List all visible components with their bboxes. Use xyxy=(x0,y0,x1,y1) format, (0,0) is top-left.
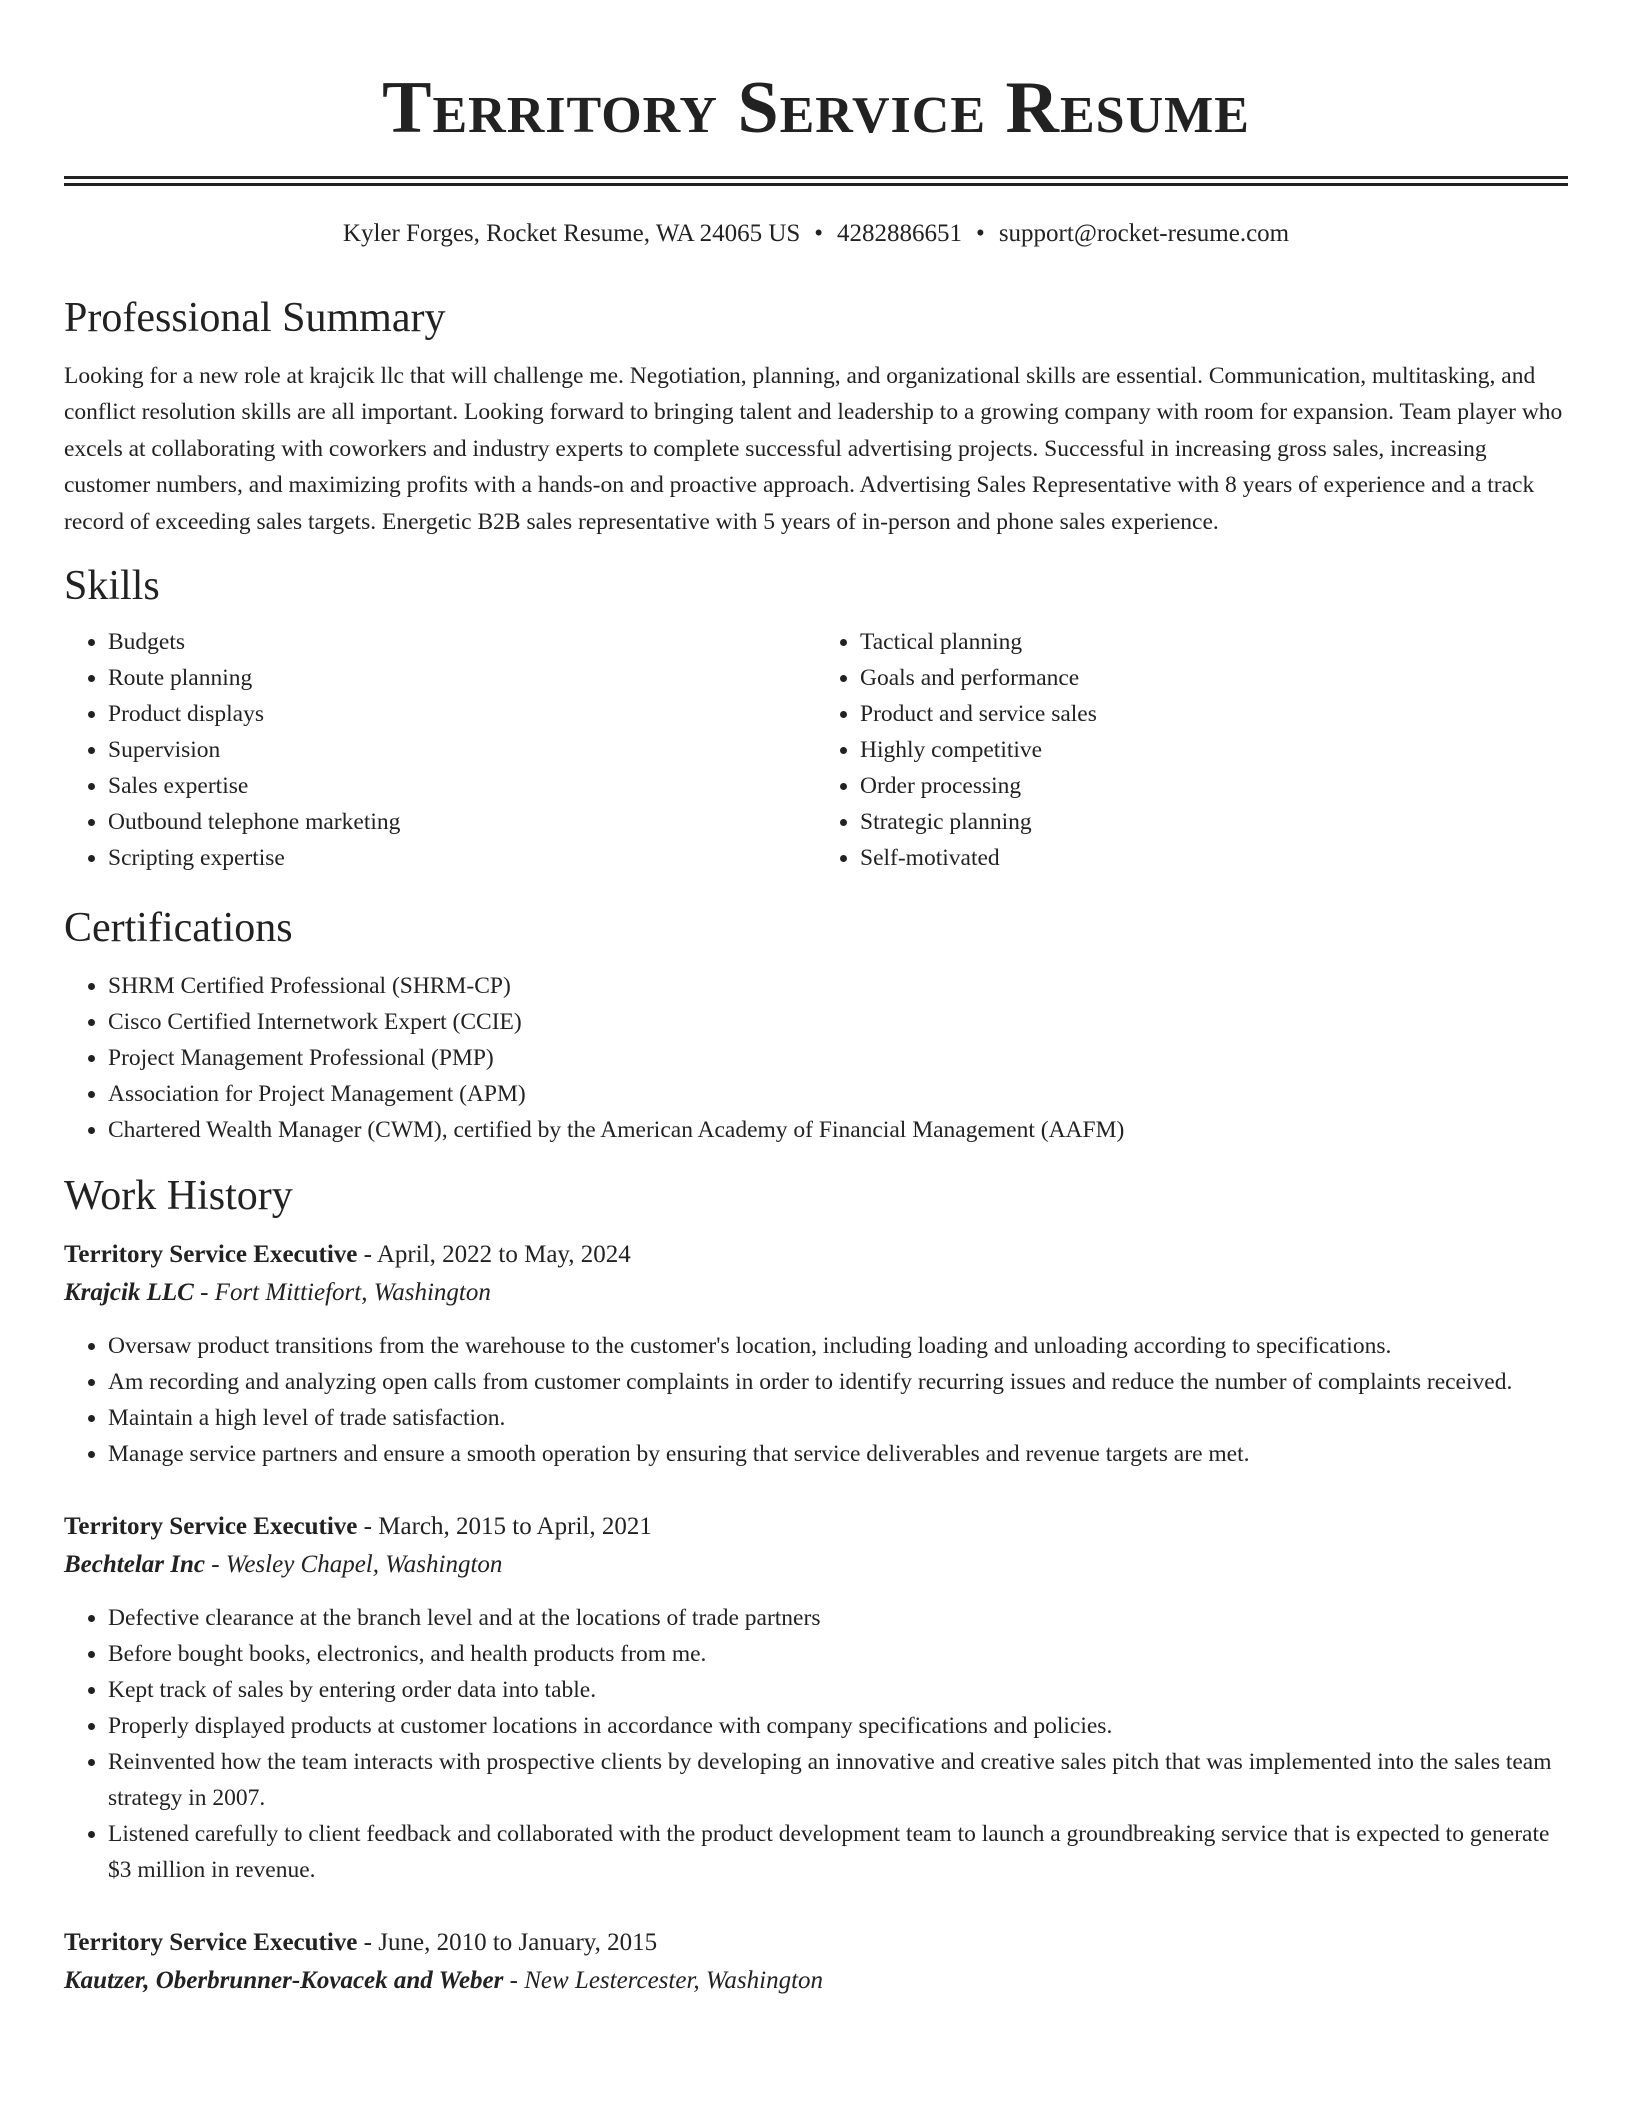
certifications-section xyxy=(64,902,1568,1148)
skill-item: • Goals and performance xyxy=(860,660,1568,696)
skills-column-right xyxy=(816,624,1568,876)
work-history-section xyxy=(64,1170,1568,2000)
certification-item: • Project Management Professional (PMP) xyxy=(108,1040,1568,1076)
company-location: - New Lestercester, Washington xyxy=(503,1967,824,1995)
certification-item: • SHRM Certified Professional (SHRM-CP) xyxy=(108,968,1568,1004)
company-name: Bechtelar Inc xyxy=(64,1551,205,1579)
duty-item: • Before bought books, electronics, and health products from me. xyxy=(108,1636,1568,1672)
summary-section xyxy=(64,292,1568,540)
summary-heading: Professional Summary xyxy=(64,295,446,341)
job-header xyxy=(64,1236,1568,1274)
skill-item: • Sales expertise xyxy=(108,768,816,804)
company-name: Krajcik LLC xyxy=(64,1279,194,1307)
duty-item: • Kept track of sales by entering order data into table. xyxy=(108,1672,1568,1708)
skill-item: • Supervision xyxy=(108,732,816,768)
skills-column-left xyxy=(64,624,816,876)
duty-item: • Reinvented how the team interacts with prospective clients by developing an innovative and creative sales pitch that was implemented into the sales team strategy in 2007. xyxy=(108,1744,1568,1816)
job-header xyxy=(64,1508,1568,1546)
contact-address: Kyler Forges, Rocket Resume, WA 24065 US xyxy=(342,220,801,247)
skill-item: • Highly competitive xyxy=(860,732,1568,768)
skill-item: • Scripting expertise xyxy=(108,840,816,876)
job-entry xyxy=(64,1924,1568,2000)
skill-item: • Self-motivated xyxy=(860,840,1568,876)
job-title: Territory Service Executive xyxy=(64,1513,358,1541)
job-header xyxy=(64,1924,1568,1962)
contact-separator: • xyxy=(976,220,985,247)
skill-item: • Product displays xyxy=(108,696,816,732)
job-employer xyxy=(64,1274,1568,1312)
summary-text: Looking for a new role at krajcik llc that will challenge me. Negotiation, planning, and organizational skills are essential. Communication, multitasking, and conflict resolution skills are all important. Looking forward to bringing talent and leadership to a growing company with room for expansion. Team player who excels at collaborating with coworkers and industry experts to complete successful advertising projects. Successful in increasing gross sales, increasing customer numbers, and maximizing profits with a hands-on and proactive approach. Advertising Sales Representative with 8 years of experience and a track record of exceeding sales targets. Energetic B2B sales representative with 5 years of in-person and phone sales experience. xyxy=(64,363,1563,535)
duty-item: • Properly displayed products at customer locations in accordance with company specifications and policies. xyxy=(108,1708,1568,1744)
company-location: - Fort Mittiefort, Washington xyxy=(193,1279,491,1307)
skill-item: • Product and service sales xyxy=(860,696,1568,732)
job-dates: - March, 2015 to April, 2021 xyxy=(357,1513,652,1541)
certification-item: • Cisco Certified Internetwork Expert (CCIE) xyxy=(108,1004,1568,1040)
skills-list-left xyxy=(64,624,816,876)
job-duties xyxy=(64,1600,1568,1888)
skill-item: • Route planning xyxy=(108,660,816,696)
skills-list-right xyxy=(816,624,1568,876)
company-name: Kautzer, Oberbrunner-Kovacek and Weber xyxy=(64,1967,504,1995)
duty-item: • Defective clearance at the branch level and at the locations of trade partners xyxy=(108,1600,1568,1636)
work-history-heading: Work History xyxy=(64,1173,293,1220)
skills-columns xyxy=(64,624,1568,876)
job-employer xyxy=(64,1962,1568,2000)
certifications-heading: Certifications xyxy=(64,905,293,952)
resume-title: Territory Service Resume xyxy=(382,67,1250,149)
contact-phone: 4282886651 xyxy=(837,220,963,247)
job-entry xyxy=(64,1236,1568,1472)
skill-item: • Strategic planning xyxy=(860,804,1568,840)
contact-line xyxy=(64,216,1568,252)
job-dates: - June, 2010 to January, 2015 xyxy=(357,1929,658,1957)
skill-item: • Budgets xyxy=(108,624,816,660)
certification-item: • Chartered Wealth Manager (CWM), certified by the American Academy of Financial Management (AAFM) xyxy=(108,1112,1568,1148)
skill-item: • Order processing xyxy=(860,768,1568,804)
skill-item: • Outbound telephone marketing xyxy=(108,804,816,840)
contact-separator: • xyxy=(814,220,824,247)
skill-item: • Tactical planning xyxy=(860,624,1568,660)
contact-email: support@rocket-resume.com xyxy=(998,220,1290,247)
job-employer xyxy=(64,1546,1568,1584)
duty-item: • Am recording and analyzing open calls from customer complaints in order to identify recurring issues and reduce the number of complaints received. xyxy=(108,1364,1568,1400)
job-duties xyxy=(64,1328,1568,1472)
certifications-list xyxy=(64,968,1568,1148)
skills-heading: Skills xyxy=(64,563,160,610)
job-title: Territory Service Executive xyxy=(64,1929,358,1957)
duty-item: • Listened carefully to client feedback and collaborated with the product development team to launch a groundbreaking service that is expected to generate $3 million in revenue. xyxy=(108,1816,1568,1888)
title-divider xyxy=(64,176,1568,186)
job-entry xyxy=(64,1508,1568,1888)
certification-item: • Association for Project Management (APM) xyxy=(108,1076,1568,1112)
skills-section xyxy=(64,560,1568,876)
company-location: - Wesley Chapel, Washington xyxy=(204,1551,503,1579)
job-title: Territory Service Executive xyxy=(64,1241,358,1269)
duty-item: • Oversaw product transitions from the warehouse to the customer's location, including loading and unloading according to specifications. xyxy=(108,1328,1568,1364)
duty-item: • Manage service partners and ensure a smooth operation by ensuring that service deliverables and revenue targets are met. xyxy=(108,1436,1568,1472)
duty-item: • Maintain a high level of trade satisfaction. xyxy=(108,1400,1568,1436)
job-dates: - April, 2022 to May, 2024 xyxy=(357,1241,631,1269)
